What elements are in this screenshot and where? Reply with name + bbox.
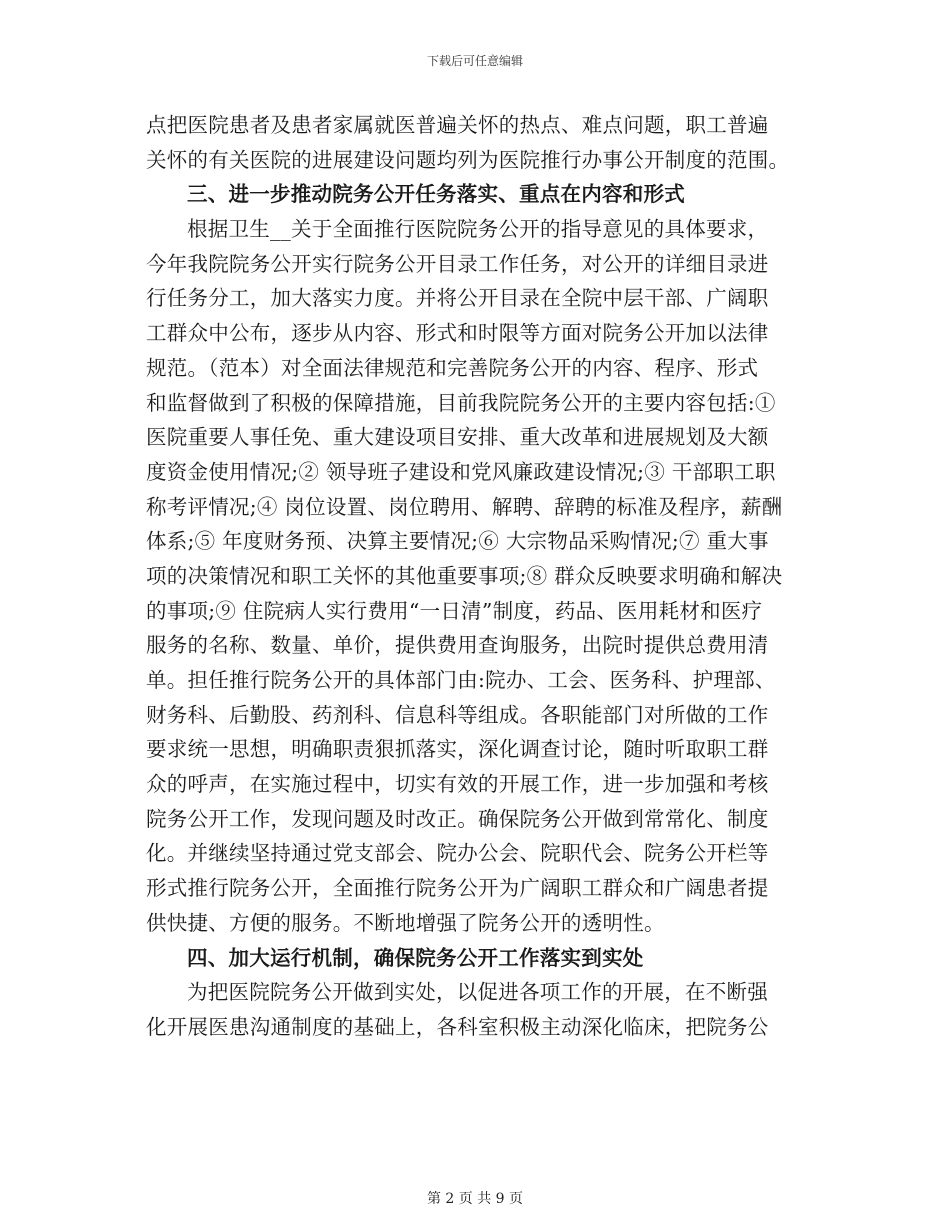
text-line: 为把医院院务公开做到实处，以促进各项工作的开展，在不断强	[187, 980, 768, 1005]
text-line: 化开展医患沟通制度的基础上，各科室积极主动深化临床，把院务公	[146, 1014, 769, 1039]
text-line: 和监督做到了积极的保障措施，目前我院院务公开的主要内容包括:①	[146, 390, 776, 415]
text-line: 体系;⑤ 年度财务预、决算主要情况;⑥ 大宗物品采购情况;⑦ 重大事	[146, 529, 769, 554]
text-line: 称考评情况;④ 岗位设置、岗位聘用、解聘、辞聘的标准及程序，薪酬	[146, 494, 783, 519]
text-line: 项的决策情况和职工关怀的其他重要事项;⑧ 群众反映要求明确和解决	[146, 563, 783, 588]
text-line: 点把医院患者及患者家属就医普遍关怀的热点、难点问题，职工普遍	[146, 113, 769, 137]
text-line: 形式推行院务公开，全面推行院务公开为广阔职工群众和广阔患者提	[146, 876, 769, 901]
text-line: 化。并继续坚持通过党支部会、院办公会、院职代会、院务公开栏等	[146, 841, 769, 866]
text-line: 单。担任推行院务公开的具体部门由:院办、工会、医务科、护理部、	[146, 668, 776, 692]
section-heading: 四、加大运行机制，确保院务公开工作落实到实处	[187, 945, 644, 970]
text-line: 根据卫生__关于全面推行医院院务公开的指导意见的具体要求，	[187, 217, 769, 242]
text-line: 要求统一思想，明确职责狠抓落实，深化调查讨论，随时听取职工群	[146, 737, 769, 762]
page-footer: 第 2 页 共 9 页	[426, 1191, 524, 1207]
page-header: 下载后可任意编辑	[426, 54, 523, 68]
text-line: 众的呼声，在实施过程中，切实有效的开展工作，进一步加强和考核	[146, 772, 769, 797]
section-heading: 三、进一步推动院务公开任务落实、重点在内容和形式	[187, 182, 685, 207]
text-line: 供快捷、方便的服务。不断地增强了院务公开的透明性。	[146, 910, 665, 935]
text-line: 今年我院院务公开实行院务公开目录工作任务，对公开的详细目录进	[146, 251, 769, 276]
text-line: 服务的名称、数量、单价，提供费用查询服务，出院时提供总费用清	[146, 633, 769, 658]
text-line: 的事项;⑨ 住院病人实行费用“一日清”制度，药品、医用耗材和医疗	[146, 598, 763, 623]
text-line: 关怀的有关医院的进展建设问题均列为医院推行办事公开制度的范围。	[146, 147, 790, 172]
text-line: 医院重要人事任免、重大建设项目安排、重大改革和进展规划及大额	[146, 425, 769, 450]
text-line: 规范。（范本）对全面法律规范和完善院务公开的内容、程序、形式	[146, 355, 759, 380]
text-line: 工群众中公布，逐步从内容、形式和时限等方面对院务公开加以法律	[146, 321, 769, 346]
text-line: 院务公开工作，发现问题及时改正。确保院务公开做到常常化、制度	[146, 806, 769, 831]
document-body	[146, 108, 808, 1045]
text-line: 财务科、后勤股、药剂科、信息科等组成。各职能部门对所做的工作	[146, 702, 769, 727]
text-line: 行任务分工，加大落实力度。并将公开目录在全院中层干部、广阔职	[146, 286, 769, 311]
text-line: 度资金使用情况;② 领导班子建设和党风廉政建设情况;③ 干部职工职	[146, 459, 776, 484]
